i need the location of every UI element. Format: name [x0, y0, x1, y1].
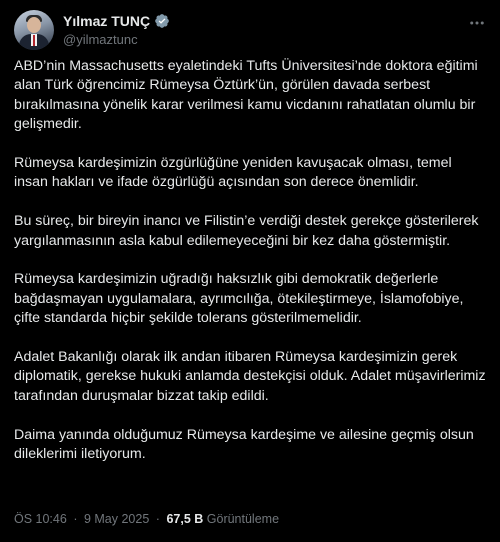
name-row — [63, 12, 466, 30]
avatar[interactable] — [14, 10, 54, 50]
tweet-text — [14, 57, 486, 484]
paragraph-6: Daima yanında olduğumuz Rümeysa kardeşime ve ailesine geçmiş olsun dileklerimi iletiyorum. — [14, 426, 474, 463]
display-name[interactable]: Yılmaz TUNÇ — [63, 13, 151, 29]
views-count[interactable]: 67,5 B — [166, 512, 204, 526]
avatar-tie — [33, 35, 35, 46]
author-info — [63, 12, 466, 47]
paragraph-1: ABD’nin Massachusetts eyaletindeki Tufts Üniversitesi’nde doktora eğitimi alan Türk öğrencimiz Rümeysa Öztürk’ün, görülen davada serbest bırakılmasına yönelik karar verilmesi kamu vicdanını rahatlatan olumlu bir gelişmedir. — [14, 58, 478, 133]
paragraph-4: Rümeysa kardeşimizin uğradığı haksızlık gibi demokratik değerlerle bağdaşmayan uygulamalara, ayrımcılığa, ötekileştirmeye, İslamofobiye, çifte standarda hiçbir şekilde tolerans gösterilmemelidir. — [14, 271, 464, 327]
paragraph-2: Rümeysa kardeşimizin özgürlüğüne yeniden kavuşacak olması, temel insan hakları ve ifade özgürlüğü açısından son derece önemlidir. — [14, 155, 452, 191]
tweet-header — [14, 10, 486, 56]
paragraph-3: Bu süreç, bir bireyin inancı ve Filistin’e verdiği destek gerekçe gösterilerek yargılanmasının asla kabul edilemeyeceğini bir kez daha göstermiştir. — [14, 213, 479, 249]
more-horizontal-icon[interactable] — [466, 12, 488, 34]
handle[interactable]: @yilmaztunc — [63, 32, 138, 47]
views-label: Görüntüleme — [206, 512, 280, 526]
tweet-meta — [14, 512, 279, 526]
meta-separator-2: · — [155, 512, 160, 526]
tweet-date[interactable]: 9 May 2025 — [83, 512, 150, 526]
tweet-time[interactable]: ÖS 10:46 — [14, 512, 67, 526]
avatar-head — [27, 17, 41, 33]
verified-badge-icon[interactable] — [154, 13, 170, 29]
paragraph-5: Adalet Bakanlığı olarak ilk andan itibaren Rümeysa kardeşimizin gerek diplomatik, gerekse hukuki anlamda destekçisi olduk. Adalet müşavirlerimiz tarafından duruşmalar bizzat takip edildi. — [14, 349, 486, 404]
meta-separator: · — [73, 512, 78, 526]
